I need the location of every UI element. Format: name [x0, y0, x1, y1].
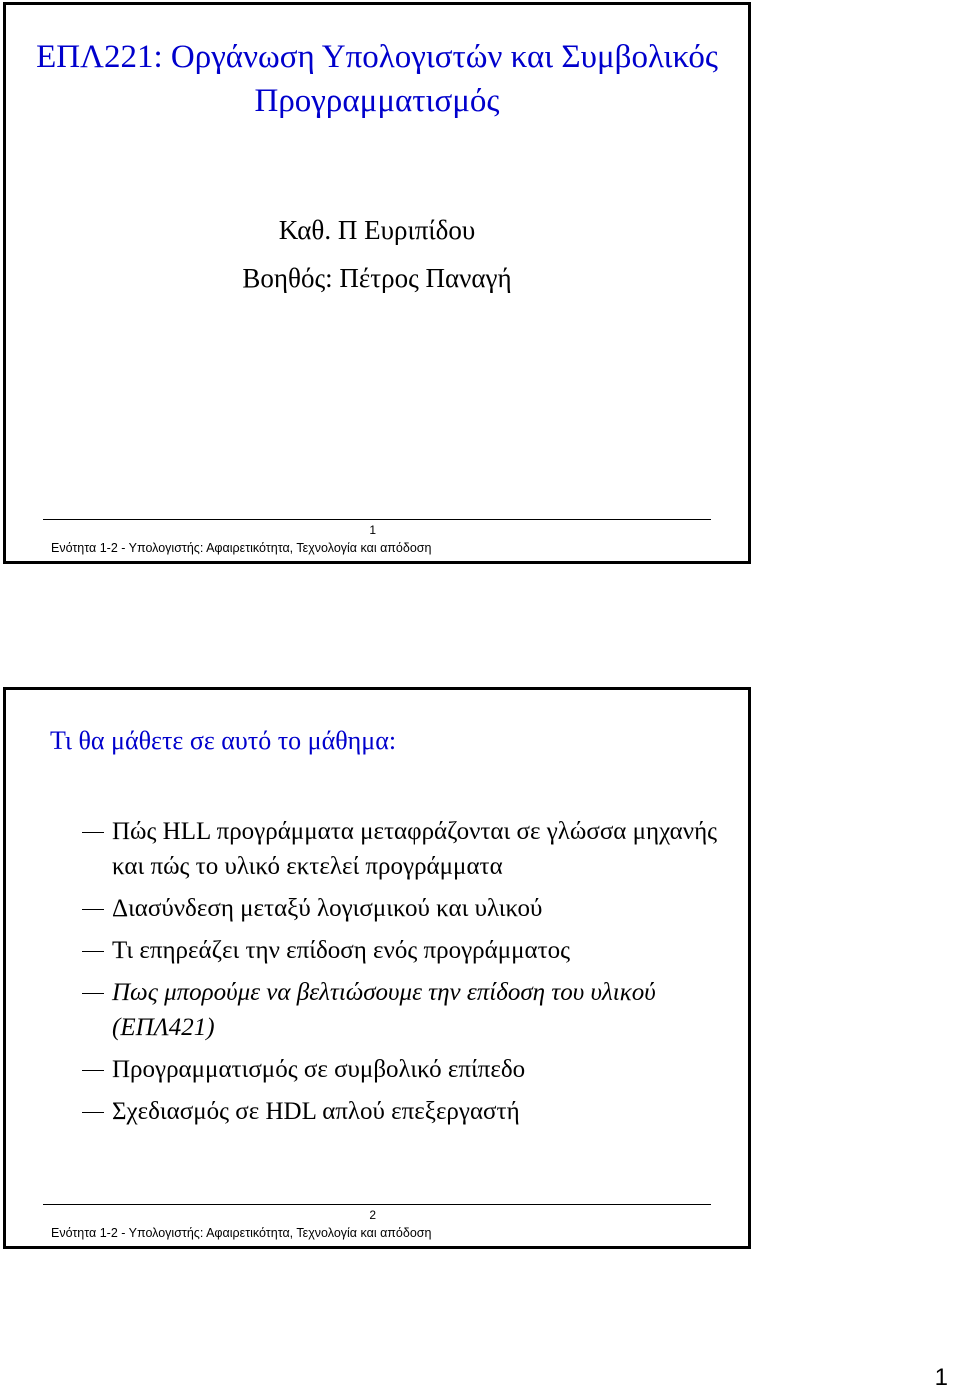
bullet-text: Σχεδιασμός σε HDL απλού επεξεργαστή — [112, 1098, 520, 1125]
dash-marker — [82, 832, 104, 833]
dash-marker — [82, 1070, 104, 1071]
bullet-item — [82, 1094, 722, 1129]
slide-footer: Ενότητα 1-2 - Υπολογιστής: Αφαιρετικότητα, Τεχνολογία και απόδοση — [51, 1226, 432, 1240]
bullet-item — [82, 933, 722, 968]
bullet-list — [82, 814, 722, 1136]
bullet-item — [82, 1052, 722, 1087]
slide-2 — [3, 687, 751, 1249]
dash-marker — [82, 909, 104, 910]
dash-marker — [82, 1112, 104, 1113]
bullet-item — [82, 814, 722, 884]
bullet-text: Προγραμματισμός σε συμβολικό επίπεδο — [112, 1056, 526, 1083]
bullet-item — [82, 975, 722, 1045]
footer-divider — [43, 519, 711, 520]
slide-1 — [3, 2, 751, 564]
author-professor: Καθ. Π Ευριπίδου — [278, 215, 476, 245]
slide-page-number: 2 — [369, 1208, 376, 1222]
slide-title: Τι θα μάθετε σε αυτό το μάθημα: — [50, 726, 397, 755]
dash-marker — [82, 951, 104, 952]
slide-title: ΕΠΛ221: Οργάνωση Υπολογιστών και Συμβολικός Προγραμματισμός — [36, 39, 718, 119]
footer-divider — [43, 1204, 711, 1205]
bullet-text: Πώς HLL προγράμματα μεταφράζονται σε γλώσσα μηχανής και πώς το υλικό εκτελεί προγράμματα — [112, 818, 718, 880]
slide-page-number: 1 — [369, 523, 376, 537]
bullet-text: Τι επηρεάζει την επίδοση ενός προγράμματος — [112, 937, 571, 964]
bullet-text: Πως μπορούμε να βελτιώσουμε την επίδοση του υλικού (ΕΠΛ421) — [112, 979, 656, 1041]
bullet-item — [82, 891, 722, 926]
bullet-text: Διασύνδεση μεταξύ λογισμικού και υλικού — [112, 895, 543, 922]
author-assistant: Βοηθός: Πέτρος Παναγή — [242, 263, 512, 293]
slide-footer: Ενότητα 1-2 - Υπολογιστής: Αφαιρετικότητα, Τεχνολογία και απόδοση — [51, 541, 432, 555]
dash-marker — [82, 993, 104, 994]
sheet-page-number: 1 — [934, 1364, 948, 1391]
